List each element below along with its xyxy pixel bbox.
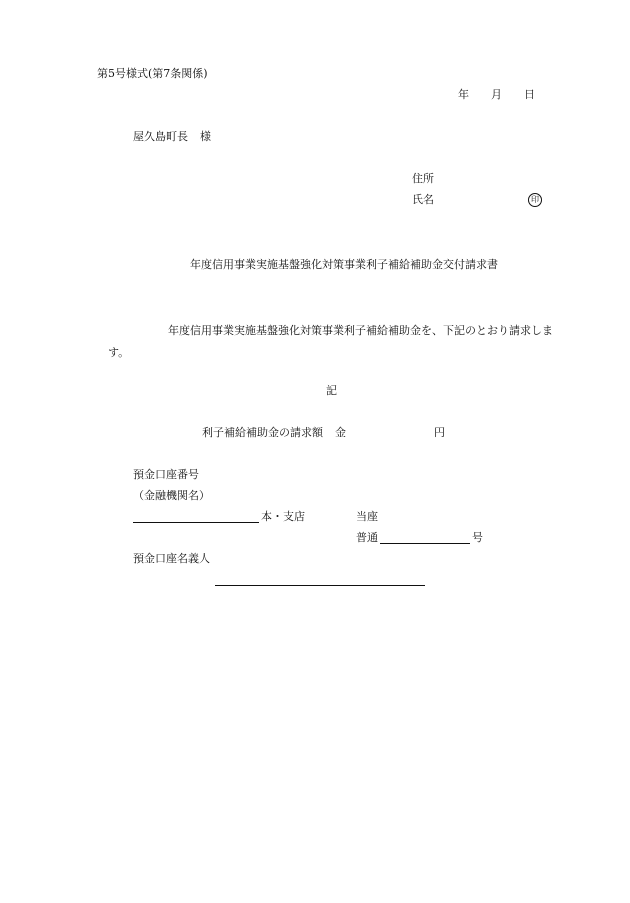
account-holder-blank-line [215,585,425,586]
amount-label: 利子補給補助金の請求額 [202,426,323,439]
addressee-honorific: 様 [200,130,211,143]
bank-name-blank-line [133,522,259,523]
account-type-savings: 普通 [356,531,378,544]
amount-row [202,426,445,440]
seal-mark: 印 [528,193,542,207]
account-type-current: 当座 [356,510,378,523]
account-number-blank-line [380,543,470,544]
account-number-suffix: 号 [472,531,483,544]
date-day-label: 日 [524,88,535,101]
branch-suffix: 本・支店 [261,510,305,523]
request-paragraph: 年度信用事業実施基盤強化対策事業利子補給補助金を、下記のとおり請求します。 [108,324,553,359]
amount-prefix: 金 [335,426,346,439]
form-number: 第5号様式(第7条関係) [97,67,208,80]
document-title: 年度信用事業実施基盤強化対策事業利子補給補助金交付請求書 [190,258,498,271]
date-year-label: 年 [458,88,469,101]
deposit-account-label: 預金口座番号 [133,468,199,481]
addressee-name: 屋久島町長 [133,130,188,143]
applicant-address-label: 住所 [412,172,434,185]
institution-label: （金融機関名） [133,489,210,502]
date-row [458,88,535,102]
applicant-name-label: 氏名 [412,193,434,206]
addressee [133,130,211,144]
amount-unit: 円 [434,426,445,439]
account-holder-label: 預金口座名義人 [133,552,210,565]
date-month-label: 月 [491,88,502,101]
record-heading: 記 [326,384,337,397]
